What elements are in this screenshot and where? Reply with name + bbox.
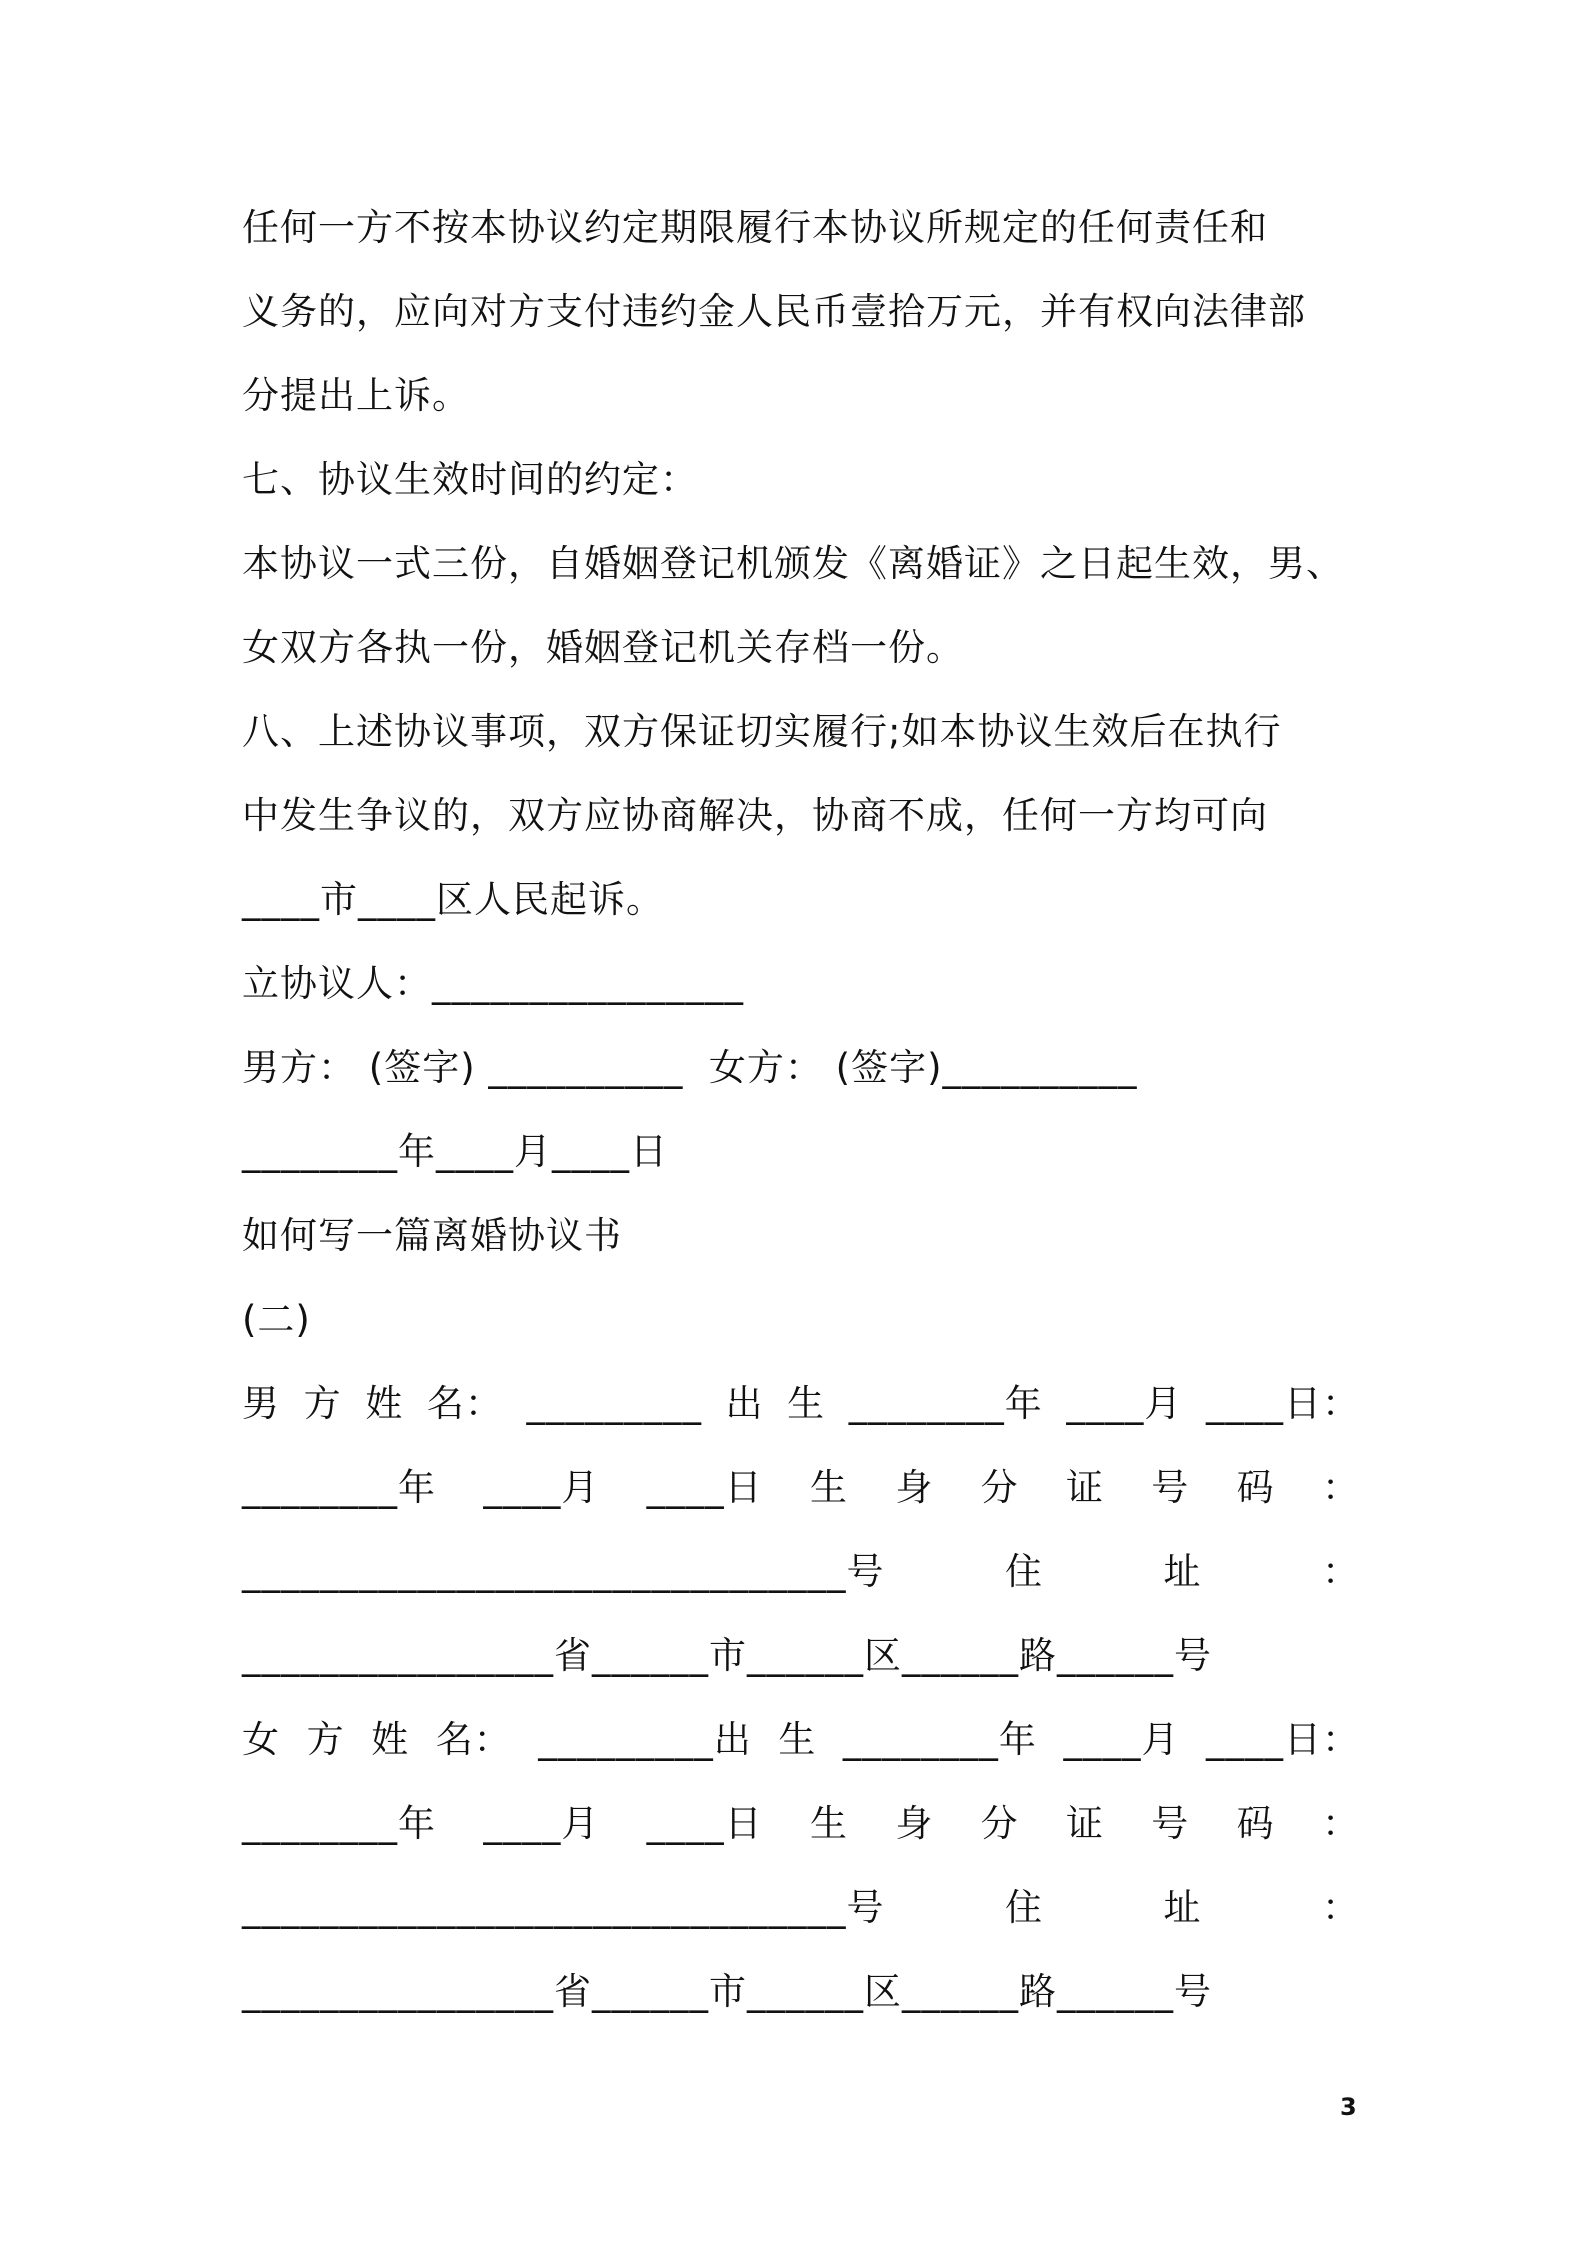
form-blank: ____月 (483, 1466, 600, 1509)
paragraph-line: 本协议一式三份，自婚姻登记机颁发《离婚证》之日起生效，男、 (242, 542, 1344, 585)
female-address-row: ________________省______市______区______路______号 (242, 1970, 1212, 2013)
form-text: 生 (809, 1466, 848, 1509)
form-text: 名： (426, 1382, 503, 1425)
form-text: 姓 (371, 1718, 410, 1761)
male-address-label-row (242, 1547, 1360, 1597)
paragraph-line: ____市____区人民起诉。 (242, 878, 664, 921)
form-text: 生 (787, 1382, 826, 1425)
form-text: ： (1322, 1550, 1360, 1593)
form-text: 码 (1236, 1466, 1275, 1509)
section-heading: 七、协议生效时间的约定： (242, 458, 698, 501)
signature-line: 男方： (签字) __________ 女方： (签字)__________ (242, 1046, 1138, 1089)
form-text: 身 (895, 1802, 934, 1845)
female-address-label-row (242, 1883, 1360, 1933)
form-text: 分 (980, 1802, 1019, 1845)
form-blank: ________年 (842, 1718, 1037, 1761)
form-blank: _______________________________号 (242, 1886, 885, 1929)
form-text: 住 (1005, 1550, 1043, 1593)
form-blank: ____月 (1066, 1382, 1183, 1425)
form-text: 名： (435, 1718, 512, 1761)
form-blank: ____日： (1206, 1718, 1360, 1761)
form-blank: _________ (526, 1382, 702, 1425)
paragraph-line: 中发生争议的，双方应协商解决，协商不成，任何一方均可向 (242, 794, 1268, 837)
form-text: 生 (809, 1802, 848, 1845)
form-text: ： (1322, 1886, 1360, 1929)
document-title: 如何写一篇离婚协议书 (242, 1214, 622, 1257)
form-text: 方 (306, 1718, 345, 1761)
form-text: 址 (1163, 1886, 1202, 1929)
male-address-row: ________________省______市______区______路______号 (242, 1634, 1212, 1677)
form-blank: ________年 (848, 1382, 1043, 1425)
form-text: ： (1321, 1802, 1360, 1845)
form-text: 女 (242, 1718, 280, 1761)
section-heading: 八、上述协议事项，双方保证切实履行;如本协议生效后在执行 (242, 710, 1282, 753)
form-blank: ____日 (646, 1802, 763, 1845)
form-text: 证 (1065, 1466, 1104, 1509)
form-blank: ____日： (1205, 1382, 1360, 1425)
form-blank: _________出 (538, 1718, 752, 1761)
female-id-row (242, 1799, 1360, 1849)
form-text: 码 (1236, 1802, 1275, 1845)
form-text: 出 (725, 1382, 764, 1425)
form-blank: ________年 (242, 1466, 436, 1509)
female-name-birth-row (242, 1715, 1360, 1765)
form-text: 住 (1005, 1886, 1043, 1929)
section-number: (二) (242, 1298, 311, 1341)
paragraph-line: 任何一方不按本协议约定期限履行本协议所规定的任何责任和 (242, 206, 1268, 249)
page-number: 3 (1340, 2093, 1357, 2121)
signatory-line: 立协议人：________________ (242, 962, 744, 1005)
form-text: 号 (1151, 1466, 1190, 1509)
form-blank: ____月 (1063, 1718, 1180, 1761)
form-blank: _______________________________号 (242, 1550, 885, 1593)
form-text: 生 (778, 1718, 817, 1761)
date-line: ________年____月____日 (242, 1130, 668, 1173)
form-text: 男 (242, 1382, 280, 1425)
form-text: 姓 (365, 1382, 404, 1425)
form-text: 身 (895, 1466, 934, 1509)
paragraph-line: 女双方各执一份，婚姻登记机关存档一份。 (242, 626, 964, 669)
form-text: 分 (980, 1466, 1019, 1509)
form-blank: ________年 (242, 1802, 436, 1845)
form-text: 证 (1065, 1802, 1104, 1845)
form-blank: ____月 (483, 1802, 600, 1845)
form-text: 号 (1151, 1802, 1190, 1845)
form-blank: ____日 (646, 1466, 763, 1509)
form-text: ： (1321, 1466, 1360, 1509)
paragraph-line: 义务的，应向对方支付违约金人民币壹拾万元，并有权向法律部 (242, 290, 1306, 333)
form-text: 址 (1163, 1550, 1202, 1593)
male-id-row (242, 1463, 1360, 1513)
male-name-birth-row (242, 1379, 1360, 1429)
paragraph-line: 分提出上诉。 (242, 374, 470, 417)
form-text: 方 (303, 1382, 342, 1425)
